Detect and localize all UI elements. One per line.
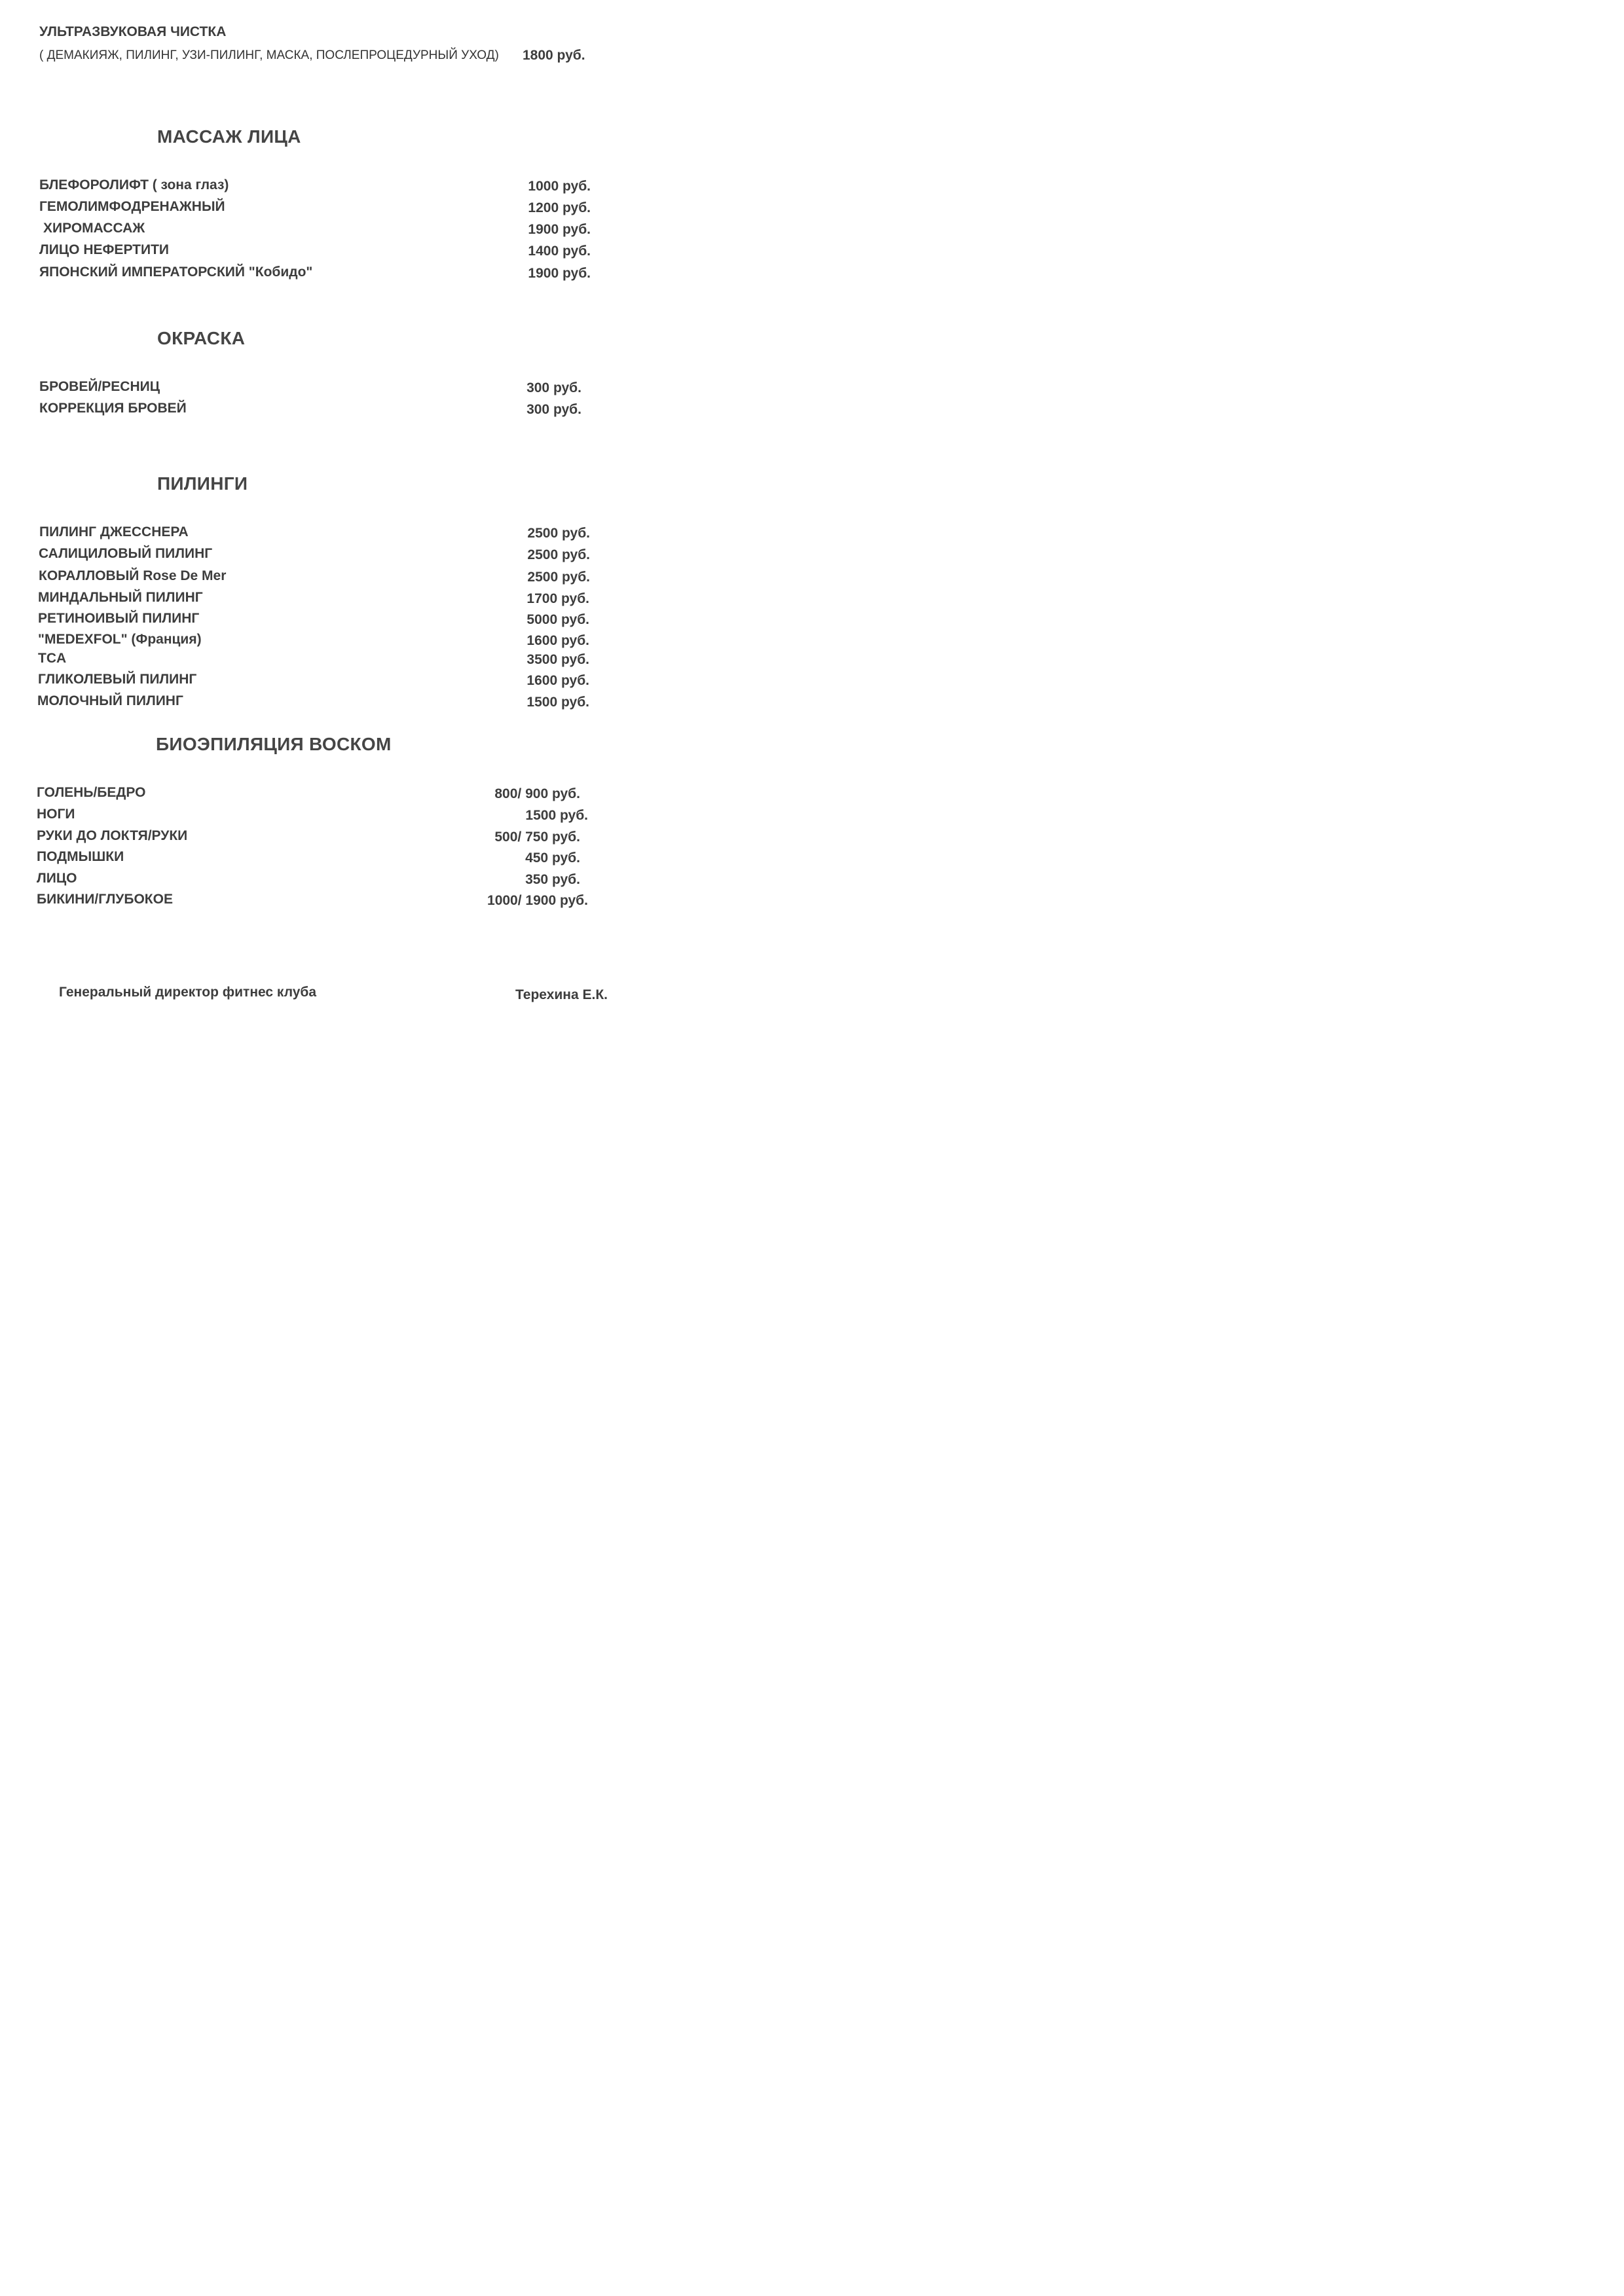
service-name: ГЛИКОЛЕВЫЙ ПИЛИНГ <box>38 672 197 687</box>
footer-position: Генеральный директор фитнес клуба <box>59 985 317 1000</box>
service-name: ЯПОНСКИЙ ИМПЕРАТОРСКИЙ "Кобидо" <box>39 264 313 280</box>
service-name: TCA <box>38 651 67 666</box>
service-price: 1600 руб. <box>526 673 589 688</box>
service-price: 300 руб. <box>526 380 581 395</box>
service-price: 1900 руб. <box>528 222 591 237</box>
service-name: КОРРЕКЦИЯ БРОВЕЙ <box>39 401 187 416</box>
service-price: 1200 руб. <box>528 200 591 215</box>
service-price: 1600 руб. <box>526 633 589 648</box>
section-title-peelings: ПИЛИНГИ <box>157 473 248 494</box>
service-price: 450 руб. <box>525 850 580 866</box>
service-name: НОГИ <box>37 807 75 822</box>
service-name: МИНДАЛЬНЫЙ ПИЛИНГ <box>38 590 203 605</box>
service-price: 1500 руб. <box>526 695 589 710</box>
service-name: САЛИЦИЛОВЫЙ ПИЛИНГ <box>39 546 213 561</box>
service-price: 1000 руб. <box>528 179 591 194</box>
service-name: ГЕМОЛИМФОДРЕНАЖНЫЙ <box>39 199 225 214</box>
service-name: ГОЛЕНЬ/БЕДРО <box>37 785 146 800</box>
service-name: ПИЛИНГ ДЖЕССНЕРА <box>39 524 189 539</box>
service-price: 1500 руб. <box>525 808 588 823</box>
section-title-face-massage: МАССАЖ ЛИЦА <box>157 126 301 147</box>
service-name: БИКИНИ/ГЛУБОКОЕ <box>37 892 173 907</box>
service-price: 2500 руб. <box>527 547 590 562</box>
service-name: "MEDEXFOL" (Франция) <box>38 632 202 647</box>
service-name: РУКИ ДО ЛОКТЯ/РУКИ <box>37 828 188 843</box>
service-name: ЛИЦО <box>37 871 77 886</box>
service-name: КОРАЛЛОВЫЙ Rose De Mer <box>39 568 227 583</box>
intro-price: 1800 руб. <box>523 48 585 63</box>
service-name: ЛИЦО НЕФЕРТИТИ <box>39 242 170 257</box>
intro-description: ( ДЕМАКИЯЖ, ПИЛИНГ, УЗИ-ПИЛИНГ, МАСКА, ПОСЛЕПРОЦЕДУРНЫЙ УХОД) <box>39 48 499 62</box>
service-name: БРОВЕЙ/РЕСНИЦ <box>39 379 160 394</box>
intro-title: УЛЬТРАЗВУКОВАЯ ЧИСТКА <box>39 24 227 39</box>
section-title-wax-epilation: БИОЭПИЛЯЦИЯ ВОСКОМ <box>156 734 392 754</box>
service-price: 5000 руб. <box>526 612 589 627</box>
service-price: 1700 руб. <box>526 591 589 606</box>
service-price: 350 руб. <box>525 872 580 887</box>
section-title-tinting: ОКРАСКА <box>157 328 246 348</box>
service-name: МОЛОЧНЫЙ ПИЛИНГ <box>37 693 183 708</box>
service-price: 300 руб. <box>526 402 581 417</box>
service-price: 1900 руб. <box>528 266 591 281</box>
service-name: ХИРОМАССАЖ <box>43 221 145 236</box>
service-price: 1400 руб. <box>528 244 591 259</box>
service-name: БЛЕФОРОЛИФТ ( зона глаз) <box>39 177 229 192</box>
service-price: 1000/ 1900 руб. <box>487 893 588 908</box>
price-list-page <box>0 0 722 1021</box>
service-name: ПОДМЫШКИ <box>37 849 124 864</box>
service-name: РЕТИНОИВЫЙ ПИЛИНГ <box>38 611 200 626</box>
service-price: 3500 руб. <box>526 652 589 667</box>
service-price: 800/ 900 руб. <box>494 786 580 801</box>
service-price: 2500 руб. <box>527 526 590 541</box>
service-price: 2500 руб. <box>527 570 590 585</box>
service-price: 500/ 750 руб. <box>494 829 580 845</box>
footer-signatory-name: Терехина Е.К. <box>515 987 608 1002</box>
